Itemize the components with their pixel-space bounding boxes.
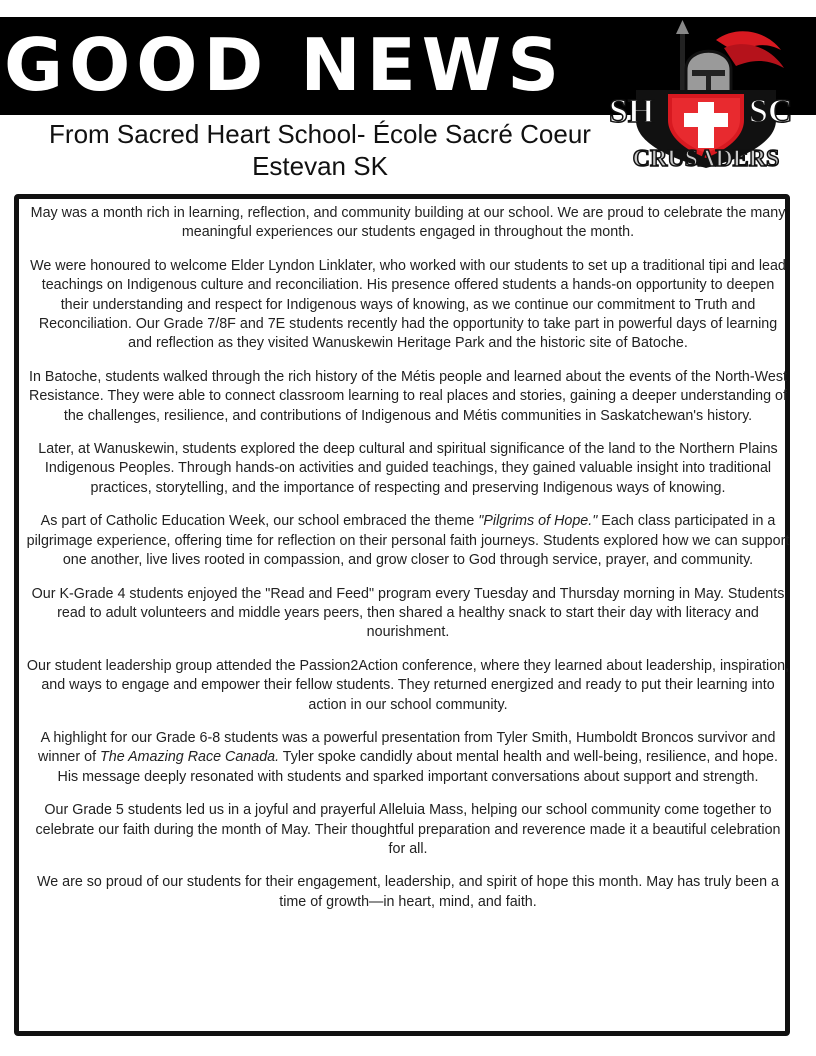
logo-sh-text: SH bbox=[609, 93, 655, 130]
paragraph-passion2action: Our student leadership group attended the Passion2Action conference, where they learned about leadership, inspiration, and ways to engage and empower their fellow students. They returned energized and ready to put their learning into action in our school community. bbox=[26, 657, 790, 713]
newsletter-body bbox=[26, 204, 790, 912]
newsletter-title: GOOD NEWS bbox=[4, 23, 566, 107]
paragraph-elder-visit: We were honoured to welcome Elder Lyndon Linklater, who worked with our students to set up a traditional tipi and lead teachings on Indigenous culture and reconciliation. His presence offered students a hands-on opportunity to deepen their understanding and respect for Indigenous ways of knowing, as we continue our commitment to Truth and Reconciliation. Our Grade 7/8F and 7E students recently had the opportunity to take part in powerful days of learning and reflection as they visited Wanuskewin Heritage Park and the historic site of Batoche. bbox=[30, 257, 786, 352]
paragraph-batoche: In Batoche, students walked through the rich history of the Métis people and learned about the events of the North-West Resistance. They were able to connect classroom learning to real places and stories, gaining a deeper understanding of the challenges, resilience, and contributions of Indigenous and Métis communities in Saskatchewan's history. bbox=[29, 368, 787, 424]
subtitle-line-2: Estevan SK bbox=[252, 151, 388, 181]
logo-crusaders-text: CRUSADERS bbox=[632, 146, 780, 170]
paragraph-read-and-feed: Our K-Grade 4 students enjoyed the "Read and Feed" program every Tuesday and Thursday morning in May. Students read to adult volunteers and middle years peers, then shared a healthy snack to start their day with literacy and nourishment. bbox=[31, 585, 785, 641]
crusaders-logo bbox=[606, 20, 806, 170]
subtitle-line-1: From Sacred Heart School- École Sacré Coeur bbox=[49, 119, 591, 149]
paragraph-tyler-smith: A highlight for our Grade 6-8 students was a powerful presentation from Tyler Smith, Humboldt Broncos survivor and winner of The Amazing Race Canada. Tyler spoke candidly about mental health and well-being, resilience, and hope. His message deeply resonated with students and sparked important conversations about support and strength. bbox=[38, 729, 778, 785]
school-subtitle bbox=[20, 118, 620, 182]
show-title: The Amazing Race Canada. bbox=[100, 749, 280, 766]
logo-sc-text: SC bbox=[749, 93, 793, 130]
paragraph-intro: May was a month rich in learning, reflection, and community building at our school. We are proud to celebrate the many meaningful experiences our students engaged in throughout the month. bbox=[30, 205, 786, 241]
paragraph-closing: We are so proud of our students for their engagement, leadership, and spirit of hope this month. May has truly been a time of growth—in heart, mind, and faith. bbox=[36, 874, 779, 910]
theme-quote: "Pilgrims of Hope." bbox=[478, 513, 598, 530]
paragraph-catholic-education-week: As part of Catholic Education Week, our school embraced the theme "Pilgrims of Hope." Each class participated in a pilgrimage experience, offering time for reflection on their personal faith journeys. Students explored how we can support one another, live lives rooted in compassion, and grow closer to God through service, prayer, and community. bbox=[26, 513, 790, 569]
paragraph-alleluia-mass: Our Grade 5 students led us in a joyful and prayerful Alleluia Mass, helping our school community come together to celebrate our faith during the month of May. Their thoughtful preparation and reverence made it a beautiful celebration for all. bbox=[35, 802, 781, 857]
paragraph-wanuskewin: Later, at Wanuskewin, students explored the deep cultural and spiritual significance of the land to the Northern Plains Indigenous Peoples. Through hands-on activities and guided teachings, they gained valuable insight into traditional practices, storytelling, and the importance of respecting and preserving Indigenous ways of knowing. bbox=[38, 441, 778, 496]
